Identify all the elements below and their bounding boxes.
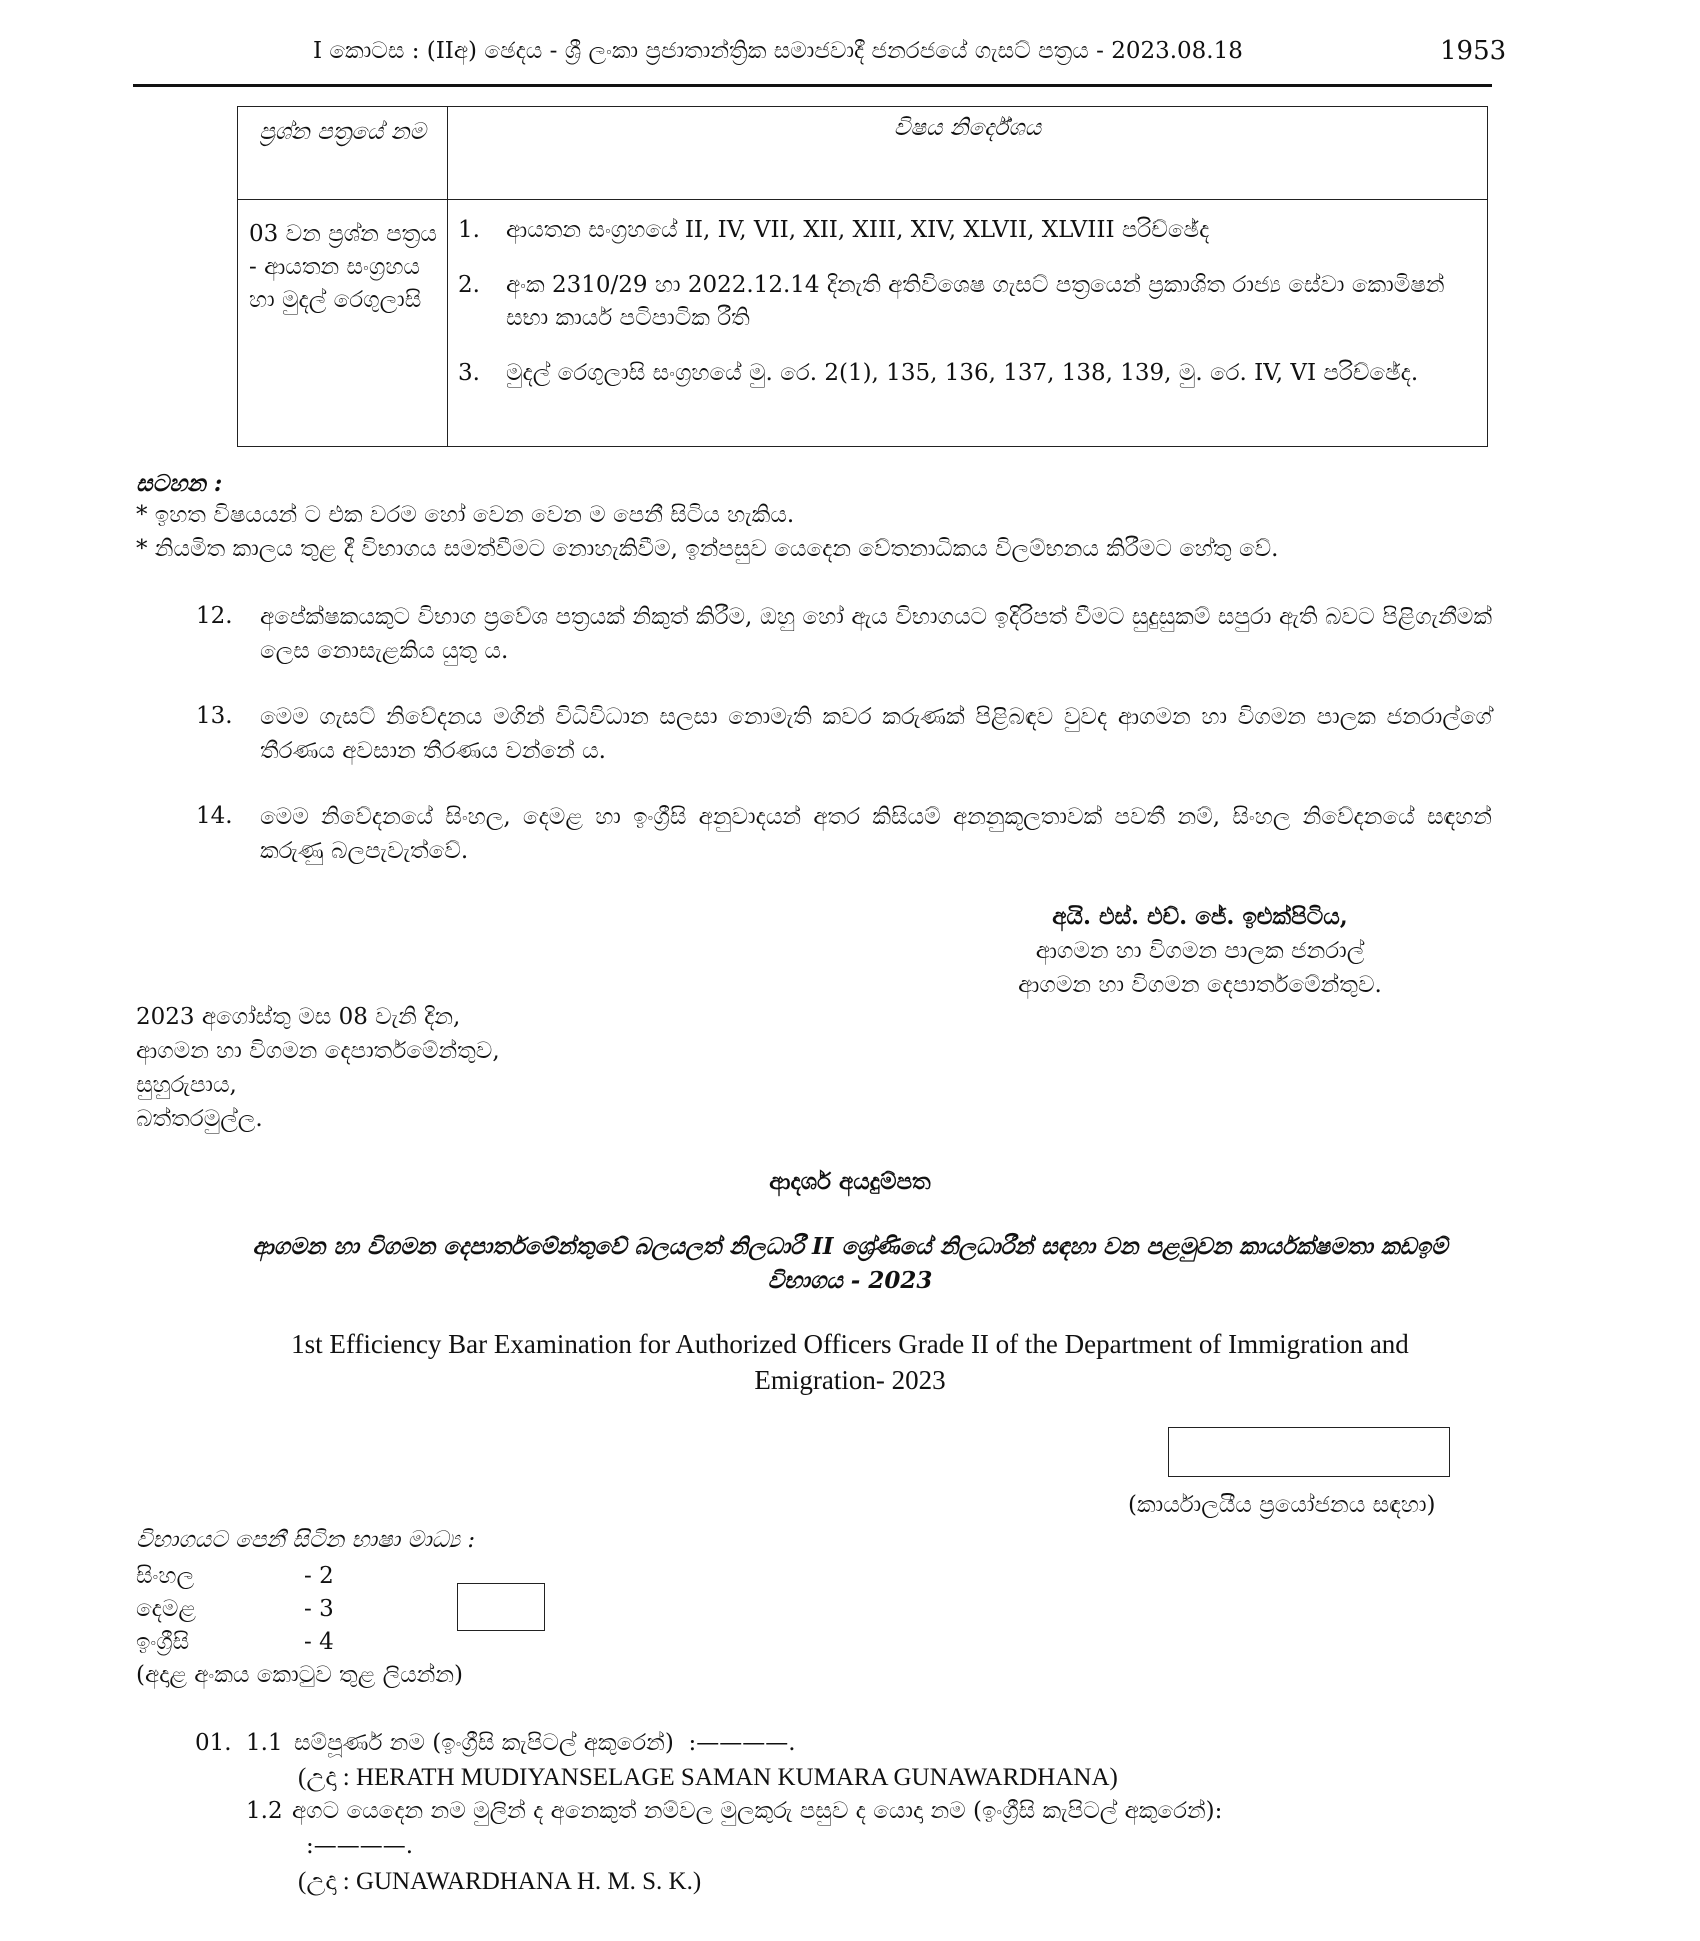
exam-title-english: 1st Efficiency Bar Examination for Authorized Officers Grade II of the Department of Immigration and Emigration- 2023 [291,1329,1409,1395]
syllabus-cell [448,200,1488,447]
paragraph-12: අපේක්ෂකයකුට විභාග ප්‍රවේශ පත්‍රයක් නිකුත් කිරීම, ඔහු හෝ ඇය විභාගයට ඉදිරිපත් වීමට සුදුසුකම් සපුරා ඇති බවට පිළිගැනීමක් ලෙස නොසැළකිය යුතු ය. [260,604,1492,664]
address-block [136,1000,500,1136]
medium-list [136,1560,463,1692]
list-item: ඉංග්‍රීසි - 4 [136,1629,334,1655]
note-item: * නියමිත කාලය තුළ දී විභාගය සමත්වීමට නොහැකිවීම, ඉන්පසුව යෙදෙන වේතනාධිකය විලම්භනය කිරීමට හේතු වේ. [136,536,1279,562]
question-1-1-number: 1.1 [246,1730,283,1756]
name-with-initials-label: අගට යෙදෙන නම මුලින් ද අනෙකුත් නම්වල මුලකුරු පසුව ද යොදා නම (ඉංග්‍රීසි කැපිටල් අකුරෙන්): [292,1798,1223,1824]
syllabus-item: 3. මුදල් රෙගුලාසි සංග්‍රහයේ මු. රෙ. 2(1), 135, 136, 137, 138, 139, මු. රෙ. IV, VI පරිච්ඡේද. [458,360,1419,386]
medium-heading: විභාගයට පෙනී සිටින භාෂා මාධ්‍ය : [136,1527,476,1553]
medium-instruction: (අදාළ අංකය කොටුව තුළ ලියන්න) [136,1662,463,1688]
paragraph-number: 12. [196,603,233,629]
col-header-syllabus: විෂය නිර්දේශය [448,107,1488,200]
header-rule [133,84,1492,87]
issue-date: 2023 අගෝස්තු මස 08 වැනි දින, [136,1004,461,1030]
address-line: බත්තරමුල්ල. [136,1106,263,1132]
signatory-title: ආගමන හා විගමන පාලක ජනරාල් [1035,938,1365,964]
question-number: 01. [195,1730,232,1756]
exam-title-sinhala: ආගමන හා විගමන දෙපාර්තමේන්තුවේ බලයලත් නිලධාරී II ශ්‍රේණියේ නිලධාරීන් සඳහා වන පළමුවන කාර්යක්ෂමතා කඩඉම් විභාගය - 2023 [252,1233,1448,1294]
syllabus-table [237,106,1488,447]
list-item: සිංහල - 2 [136,1563,334,1589]
table-header-row [238,107,1488,200]
paragraph-13: මෙම ගැසට් නිවේදනය මගින් විධිවිධාන සලසා නොමැති කවර කරුණක් පිළිබඳව වුවද ආගමන හා විගමන පාලක ජනරාල්ගේ තීරණය අවසාන තීරණය වන්නේ ය. [260,704,1492,764]
full-name-field[interactable]: :————. [688,1730,796,1756]
notes-heading: සටහන : [136,470,223,497]
medium-code-box[interactable] [457,1583,545,1631]
signatory-department: ආගමන හා විගමන දෙපාර්තමේන්තුව. [1018,972,1382,998]
office-use-label: (කාර්යාලයීය ප්‍රයෝජනය සඳහා) [1128,1492,1436,1518]
name-with-initials-field[interactable]: :————. [306,1833,414,1859]
syllabus-item: 1. ආයතන සංග්‍රහයේ II, IV, VII, XII, XIII, XIV, XLVII, XLVIII පරිච්ඡේද [458,217,1210,243]
running-header-title: I කොටස : (IIඅ) ඡෙදය - ශ්‍රී ලංකා ප්‍රජාතාන්ත්‍රික සමාජවාදී ජනරජයේ ගැසට් පත්‍රය - 2023.08.18 [313,38,1243,64]
paper-name-cell: 03 වන ප්‍රශ්න පත්‍රය - ආයතන සංග්‍රහය හා මුදල් රෙගුලාසි [238,200,448,447]
signature-block [960,900,1440,1002]
question-1-2-number: 1.2 [246,1798,283,1824]
paragraph-number: 14. [196,803,233,829]
office-use-box[interactable] [1168,1427,1450,1477]
note-item: * ඉහත විෂයයන් ට එක වරම හෝ වෙන වෙන ම පෙනී සිටිය හැකිය. [136,502,795,528]
full-name-example: (උදා : HERATH MUDIYANSELAGE SAMAN KUMARA GUNAWARDHANA) [298,1764,1118,1791]
list-item: දෙමළ - 3 [136,1596,334,1622]
table-row [238,200,1488,447]
form-title: ආදර්ශ අයදුම්පත [769,1168,931,1195]
paragraph-number: 13. [196,703,233,729]
address-line: සුහුරුපාය, [136,1072,237,1098]
syllabus-item: 2. අංක 2310/29 හා 2022.12.14 දිනැති අතිවිශෙෂ ගැසට් පත්‍රයෙන් ප්‍රකාශිත රාජ්‍ය සේවා කොමිෂන් සභා කාර්ය පටිපාටික රීති [458,272,1445,331]
address-line: ආගමන හා විගමන දෙපාර්තමේන්තුව, [136,1038,500,1064]
col-header-paper-name: ප්‍රශ්න පත්‍රයේ නම [238,107,448,200]
page-number: 1953 [1440,36,1507,66]
name-with-initials-example: (උදා : GUNAWARDHANA H. M. S. K.) [298,1868,702,1895]
full-name-label: සම්පූර්ණ නම (ඉංග්‍රීසි කැපිටල් අකුරෙන්) :————. [294,1730,796,1756]
paragraph-14: මෙම නිවේදනයේ සිංහල, දෙමළ හා ඉංග්‍රීසි අනුවාදයන් අතර කිසියම් අනනුකූලතාවක් පවතී නම්, සිංහල නිවේදනයේ සඳහන් කරුණු බලපැවැත්වේ. [260,804,1492,864]
signatory-name: අයි. එස්. එච්. ජේ. ඉළුක්පිටිය, [1052,903,1348,930]
